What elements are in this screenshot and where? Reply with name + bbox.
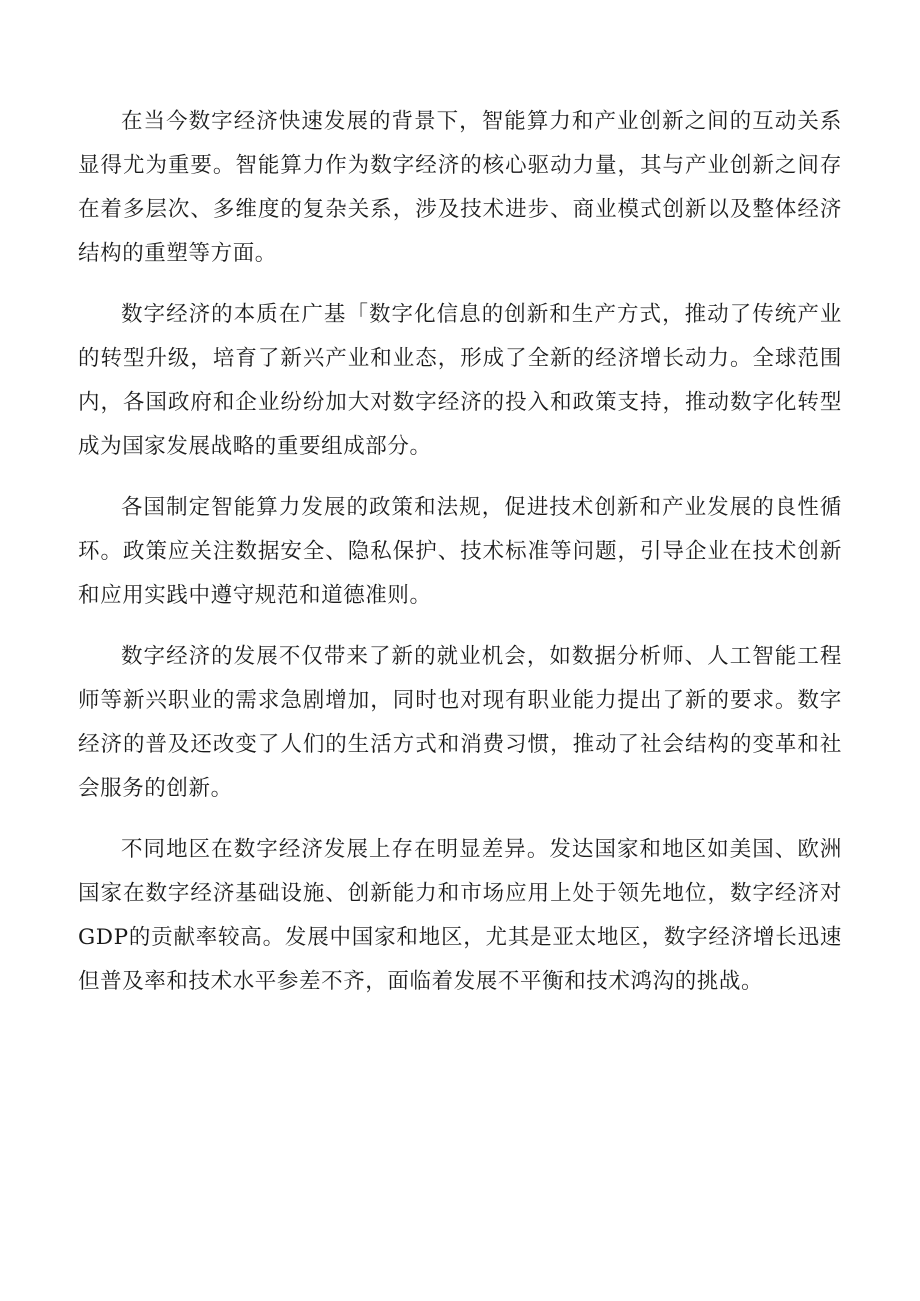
paragraph-3: 各国制定智能算力发展的政策和法规，促进技术创新和产业发展的良性循环。政策应关注数据安全、隐私保护、技术标准等问题，引导企业在技术创新和应用实践中遵守规范和道德准则。 [78,495,842,608]
paragraph-4: 数字经济的发展不仅带来了新的就业机会，如数据分析师、人工智能工程师等新兴职业的需求急剧增加，同时也对现有职业能力提出了新的要求。数字经济的普及还改变了人们的生活方式和消费习惯，推动了社会结构的变革和社会服务的创新。 [78,644,842,801]
paragraph-2: 数字经济的本质在广基「数字化信息的创新和生产方式，推动了传统产业的转型升级，培育了新兴产业和业态，形成了全新的经济增长动力。全球范围内，各国政府和企业纷纷加大对数字经济的投入和政策支持，推动数字化转型成为国家发展战略的重要组成部分。 [78,302,842,459]
paragraph-1: 在当今数字经济快速发展的背景下，智能算力和产业创新之间的互动关系显得尤为重要。智能算力作为数字经济的核心驱动力量，其与产业创新之间存在着多层次、多维度的复杂关系，涉及技术进步、商业模式创新以及整体经济结构的重塑等方面。 [78,109,842,266]
document-body [78,100,842,1021]
paragraph-5: 不同地区在数字经济发展上存在明显差异。发达国家和地区如美国、欧洲国家在数字经济基础设施、创新能力和市场应用上处于领先地位，数字经济对GDP的贡献率较高。发展中国家和地区，尤其是亚太地区，数字经济增长迅速但普及率和技术水平参差不齐，面临着发展不平衡和技术鸿沟的挑战。 [78,837,842,994]
